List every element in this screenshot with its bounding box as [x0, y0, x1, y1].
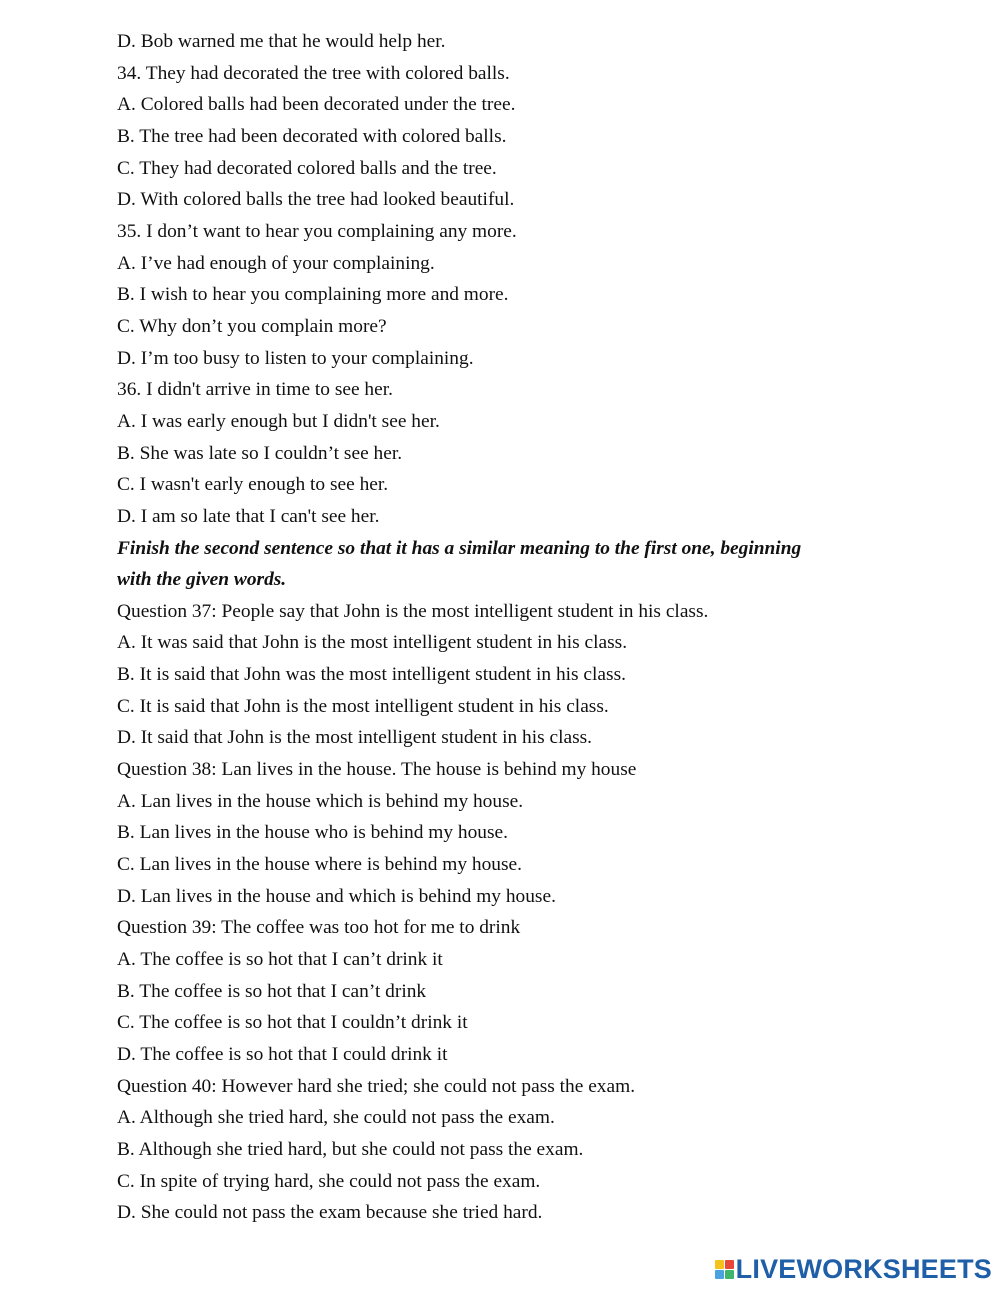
option-line: A. I was early enough but I didn't see her.	[117, 410, 440, 432]
question-line: 34. They had decorated the tree with colored balls.	[117, 62, 510, 84]
logo-grid-cell	[725, 1270, 734, 1279]
logo-grid-cell	[715, 1260, 724, 1269]
option-line: A. The coffee is so hot that I can’t drink it	[117, 949, 443, 971]
option-line: A. I’ve had enough of your complaining.	[117, 252, 435, 274]
option-line: C. Lan lives in the house where is behind my house.	[117, 854, 522, 876]
logo-text: LIVEWORKSHEETS	[735, 1254, 992, 1284]
option-line: B. The tree had been decorated with colored balls.	[117, 125, 507, 147]
option-line: C. The coffee is so hot that I couldn’t drink it	[117, 1012, 468, 1034]
option-line: B. It is said that John was the most intelligent student in his class.	[117, 664, 626, 686]
option-line: C. I wasn't early enough to see her.	[117, 474, 389, 496]
question-line: 35. I don’t want to hear you complaining any more.	[117, 220, 517, 242]
option-line: B. I wish to hear you complaining more and more.	[117, 284, 509, 306]
option-line: D. Lan lives in the house and which is behind my house.	[117, 885, 556, 907]
option-line: B. She was late so I couldn’t see her.	[117, 442, 403, 464]
option-line: B. Lan lives in the house who is behind my house.	[117, 822, 509, 844]
option-line: D. The coffee is so hot that I could drink it	[117, 1044, 448, 1065]
question-line: Question 38: Lan lives in the house. The house is behind my house	[117, 759, 637, 781]
question-line: Question 40: However hard she tried; she could not pass the exam.	[117, 1075, 636, 1097]
worksheet-lines	[117, 26, 977, 1229]
option-line: C. They had decorated colored balls and the tree.	[117, 157, 497, 179]
option-line: D. It said that John is the most intelligent student in his class.	[117, 727, 593, 749]
option-line: D. I am so late that I can't see her.	[117, 505, 380, 527]
question-line: 36. I didn't arrive in time to see her.	[117, 379, 393, 401]
option-line: D. With colored balls the tree had looked beautiful.	[117, 189, 515, 211]
option-line: A. It was said that John is the most intelligent student in his class.	[117, 632, 628, 654]
liveworksheets-logo	[715, 1254, 992, 1285]
option-line: D. She could not pass the exam because she tried hard.	[117, 1202, 543, 1224]
option-line: B. The coffee is so hot that I can’t drink	[117, 980, 427, 1002]
logo-grid-cell	[725, 1260, 734, 1269]
option-line: C. Why don’t you complain more?	[117, 315, 387, 337]
option-line: A. Although she tried hard, she could not pass the exam.	[117, 1107, 555, 1129]
instruction-line: with the given words.	[117, 569, 287, 591]
option-line: D. I’m too busy to listen to your complaining.	[117, 347, 474, 369]
instruction-line: Finish the second sentence so that it has a similar meaning to the first one, beginning	[117, 537, 802, 559]
option-line: A. Lan lives in the house which is behind my house.	[117, 790, 524, 812]
option-line: B. Although she tried hard, but she could not pass the exam.	[117, 1138, 584, 1160]
question-line: Question 39: The coffee was too hot for me to drink	[117, 917, 521, 939]
question-line: Question 37: People say that John is the most intelligent student in his class.	[117, 600, 709, 622]
logo-grid-cell	[715, 1270, 724, 1279]
option-line: D. Bob warned me that he would help her.	[117, 31, 446, 52]
option-line: C. It is said that John is the most intelligent student in his class.	[117, 695, 609, 717]
logo-grid-icon	[715, 1260, 734, 1279]
worksheet-page	[117, 26, 977, 1229]
option-line: A. Colored balls had been decorated under the tree.	[117, 94, 516, 116]
option-line: C. In spite of trying hard, she could not pass the exam.	[117, 1170, 541, 1192]
